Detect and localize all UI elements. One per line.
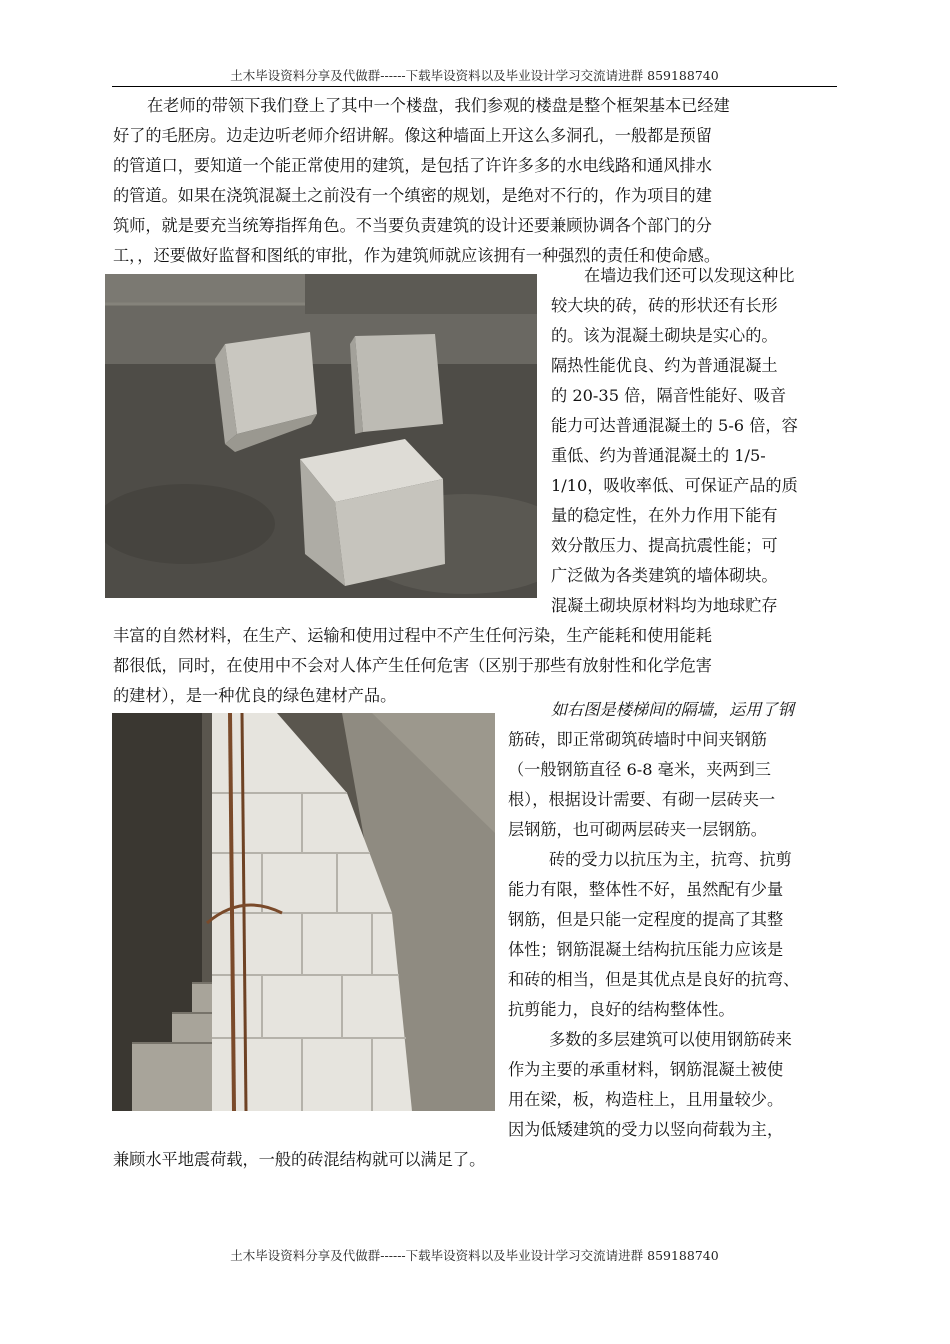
paragraph-line: 较大块的砖，砖的形状还有长形 — [551, 296, 778, 315]
stairwell-reinforced-brick-wall-photo — [112, 713, 495, 1111]
paragraph-line: 量的稳定性，在外力作用下能有 — [551, 506, 778, 525]
paragraph-line: 的管道。如果在浇筑混凝土之前没有一个缜密的规划，是绝对不行的，作为项目的建 — [113, 186, 712, 205]
paragraph-line: 的。该为混凝土砌块是实心的。 — [551, 326, 778, 345]
paragraph-line: 1/10，吸收率低、可保证产品的质 — [551, 476, 798, 495]
paragraph-line: 砖的受力以抗压为主，抗弯、抗剪 — [549, 850, 792, 869]
paragraph-line: 的管道口，要知道一个能正常使用的建筑，是包括了许许多多的水电线路和通风排水 — [113, 156, 712, 175]
paragraph-line: （一般钢筋直径 6-8 毫米，夹两到三 — [508, 760, 771, 779]
paragraph-line: 抗剪能力，良好的结构整体性。 — [508, 1000, 735, 1019]
paragraph-line: 根），根据设计需要、有砌一层砖夹一 — [508, 790, 776, 809]
header-divider — [112, 86, 837, 87]
paragraph-line: 好了的毛胚房。边走边听老师介绍讲解。像这种墙面上开这么多洞孔，一般都是预留 — [113, 126, 712, 145]
paragraph-line: 广泛做为各类建筑的墙体砌块。 — [551, 566, 778, 585]
page-header: 土木毕设资料分享及代做群------下载毕设资料以及毕业设计学习交流请进群 859188740 — [230, 68, 719, 83]
paragraph-line: 筋砖，即正常砌筑砖墙时中间夹钢筋 — [508, 730, 767, 749]
paragraph-line: 多数的多层建筑可以使用钢筋砖来 — [549, 1030, 792, 1049]
paragraph-line: 如右图是楼梯间的隔墙，运用了钢 — [551, 700, 794, 719]
paragraph-line: 的 20-35 倍，隔音性能好、吸音 — [551, 386, 787, 405]
paragraph-line: 兼顾水平地震荷载，一般的砖混结构就可以满足了。 — [113, 1150, 486, 1169]
paragraph-line: 用在梁，板，构造柱上，且用量较少。 — [508, 1090, 784, 1109]
paragraph-line: 筑师，就是要充当统筹指挥角色。不当要负责建筑的设计还要兼顾协调各个部门的分 — [113, 216, 712, 235]
paragraph-line: 都很低，同时，在使用中不会对人体产生任何危害（区别于那些有放射性和化学危害 — [113, 656, 712, 675]
concrete-blocks-photo — [105, 274, 537, 598]
paragraph-line: 能力可达普通混凝土的 5-6 倍，容 — [551, 416, 798, 435]
paragraph-line: 在老师的带领下我们登上了其中一个楼盘，我们参观的楼盘是整个框架基本已经建 — [147, 96, 730, 115]
paragraph-line: 效分散压力、提高抗震性能；可 — [551, 536, 778, 555]
paragraph-line: 在墙边我们还可以发现这种比 — [584, 266, 795, 285]
paragraph-line: 能力有限，整体性不好，虽然配有少量 — [508, 880, 784, 899]
paragraph-line: 和砖的相当，但是其优点是良好的抗弯、 — [508, 970, 800, 989]
paragraph-line: 隔热性能优良、约为普通混凝土 — [551, 356, 778, 375]
page-footer: 土木毕设资料分享及代做群------下载毕设资料以及毕业设计学习交流请进群 859188740 — [230, 1248, 719, 1263]
paragraph-line: 体性；钢筋混凝土结构抗压能力应该是 — [508, 940, 784, 959]
paragraph-line: 工，，还要做好监督和图纸的审批，作为建筑师就应该拥有一种强烈的责任和使命感。 — [113, 246, 721, 265]
paragraph-line: 层钢筋，也可砌两层砖夹一层钢筋。 — [508, 820, 767, 839]
paragraph-line: 钢筋，但是只能一定程度的提高了其整 — [508, 910, 784, 929]
paragraph-line: 丰富的自然材料，在生产、运输和使用过程中不产生任何污染，生产能耗和使用能耗 — [113, 626, 712, 645]
paragraph-line: 因为低矮建筑的受力以竖向荷载为主， — [508, 1120, 784, 1139]
paragraph-line: 作为主要的承重材料，钢筋混凝土被使 — [508, 1060, 784, 1079]
paragraph-line: 重低、约为普通混凝土的 1/5- — [551, 446, 766, 465]
paragraph-line: 混凝土砌块原材料均为地球贮存 — [551, 596, 778, 615]
paragraph-line: 的建材），是一种优良的绿色建材产品。 — [113, 686, 397, 705]
